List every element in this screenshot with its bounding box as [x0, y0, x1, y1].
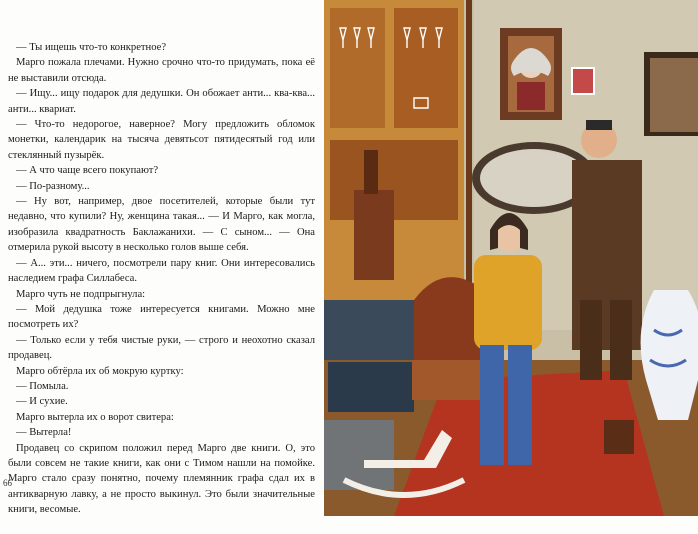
paragraph: — Ты ищешь что-то конкретное? — [16, 42, 167, 53]
man-hair — [586, 120, 612, 130]
girl-jacket — [474, 255, 542, 350]
story-text — [8, 40, 315, 518]
man-leg — [610, 300, 632, 380]
paragraph: Марго пожала плечами. Нужно срочно что-то придумать, пока её не выставили отсюда. — [8, 57, 315, 84]
trunk — [324, 300, 424, 360]
samovar — [354, 190, 394, 280]
paragraph: Марго обтёрла их об мокрую куртку: — [16, 365, 184, 377]
paragraph: Марго вытерла их о ворот свитера: — [16, 411, 174, 423]
paragraph: — Мой дедушка тоже интересуется книгами. Можно мне посмотреть их? — [8, 303, 315, 331]
stamp — [572, 68, 594, 94]
page-number: 66 — [3, 478, 12, 488]
paragraph: — Вытерла! — [16, 427, 72, 439]
mirror-glass — [480, 149, 588, 207]
picture-canvas — [650, 58, 698, 132]
antique-shop-illustration — [324, 0, 698, 516]
paragraph: — А что чаще всего покупают? — [16, 165, 159, 177]
paragraph: — Ну вот, например, двое посетителей, которые были тут недавно, что купили? Ну, женщина такая... — И Марго, как могла, изобразила квадратность Баклажанихи. — С сыном... — Она отмерила рукой высоту в несколько голов выше себя. — [8, 196, 315, 254]
girl-jeans — [508, 345, 532, 465]
portrait-dress — [517, 82, 545, 110]
shelf-panel — [394, 8, 458, 128]
girl-jeans — [480, 345, 504, 465]
coffee-grinder — [604, 420, 634, 454]
paragraph: — И сухие. — [16, 396, 68, 408]
paragraph: — По-разному... — [16, 180, 90, 192]
illustration — [324, 0, 698, 516]
paragraph: — Что-то недорогое, наверное? Могу предложить обломок монетки, календарик на тысяча девятьсот пятидесятый год или стеклянный пузырёк. — [8, 119, 315, 161]
trunk — [328, 362, 414, 412]
paragraph: — А... эти... ничего, посмотрели пару книг. Они интересовались наследием графа Силлабеса. — [8, 257, 315, 285]
samovar-pipe — [364, 150, 378, 194]
trunk — [324, 420, 394, 490]
pillar — [466, 0, 472, 300]
man-leg — [580, 300, 602, 380]
paragraph: — Только если у тебя чистые руки, — строго и неохотно сказал продавец. — [8, 334, 315, 362]
paragraph: — Ищу... ищу подарок для дедушки. Он обожает анти... ква-ква... анти... квариат. — [8, 88, 315, 115]
shelf-panel — [330, 8, 385, 128]
paragraph: — Помыла. — [16, 380, 69, 392]
paragraph: Марго чуть не подпрыгнула: — [16, 288, 146, 300]
paragraph: Продавец со скрипом положил перед Марго две книги. О, это были совсем не такие книги, как они с Тимом нашли на помойке. Марго стало сразу понятно, почему племянник графа сдал их в антикварную лавку, а не просто выкинул. Это были значительные книги, весомые. — [8, 442, 315, 516]
